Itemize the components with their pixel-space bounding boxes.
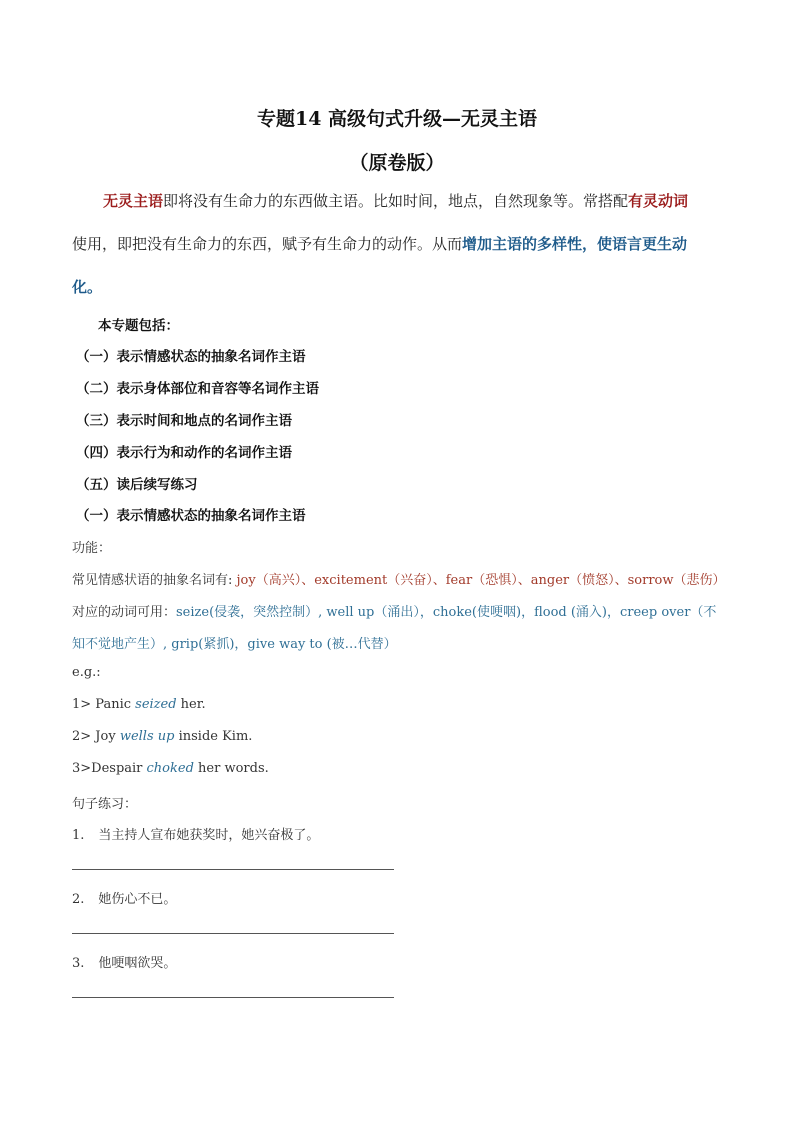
noun-anger: anger（愤怒） — [530, 573, 615, 588]
intro-line-1 — [103, 190, 688, 211]
noun-fear: fear（恐惧） — [445, 573, 518, 588]
eg-label: e.g.: — [72, 665, 101, 680]
verbs-list-1: seize(侵袭，突然控制）, well up（涌出），choke(使哽咽)，flood (涌入)，creep over（不 — [176, 605, 717, 620]
answer-line-3[interactable] — [72, 997, 394, 998]
section-heading: （一）表示情感状态的抽象名词作主语 — [76, 508, 306, 524]
answer-line-1[interactable] — [72, 869, 394, 870]
noun-excitement: excitement（兴奋） — [314, 573, 433, 588]
intro-line1-text: 即将没有生命力的东西做主语。比如时间，地点，自然现象等。常搭配 — [163, 192, 629, 210]
example-3 — [72, 761, 269, 776]
example-text: her words. — [193, 761, 269, 776]
intro-highlight-verb: 有灵动词 — [628, 192, 689, 210]
toc-item: （四）表示行为和动作的名词作主语 — [76, 445, 292, 461]
intro-line-3 — [72, 276, 102, 297]
nouns-prefix: 常见情感状语的抽象名词有: — [72, 573, 237, 588]
practice-number: 3. — [72, 956, 85, 971]
example-verb: wells up — [119, 729, 175, 744]
practice-number: 1. — [72, 828, 85, 843]
intro-highlight-diversity: 增加主语的多样性，使语言更生动 — [462, 235, 688, 253]
verbs-prefix: 对应的动词可用： — [72, 605, 177, 620]
toc-item: （二）表示身体部位和音容等名词作主语 — [76, 381, 319, 397]
example-text: 3>Despair — [72, 761, 147, 776]
intro-highlight-end: 化。 — [72, 278, 103, 296]
practice-item-1 — [72, 824, 319, 843]
page-subtitle: （原卷版） — [349, 152, 445, 174]
practice-text: 她伤心不已。 — [98, 892, 177, 907]
example-verb: seized — [135, 697, 177, 712]
toc-item: （一）表示情感状态的抽象名词作主语 — [76, 349, 306, 365]
verbs-line-1 — [72, 601, 716, 620]
toc-item: （五）读后续写练习 — [76, 477, 198, 493]
intro-line2-text: 使用，即把没有生命力的东西，赋予有生命力的动作。从而 — [72, 235, 463, 253]
function-label: 功能： — [72, 541, 112, 556]
practice-label: 句子练习： — [72, 797, 138, 812]
practice-text: 他哽咽欲哭。 — [98, 956, 177, 971]
example-text: her. — [176, 697, 206, 712]
example-text: 2> Joy — [72, 729, 120, 744]
noun-sorrow: sorrow（悲伤） — [627, 573, 726, 588]
nouns-line: 常见情感状语的抽象名词有: joy（高兴）、excitement（兴奋）、fear（恐惧）、anger（愤怒）、sorrow（悲伤） — [72, 573, 726, 588]
answer-line-2[interactable] — [72, 933, 394, 934]
page-title: 专题14 高级句式升级—无灵主语 — [256, 108, 538, 130]
toc-header: 本专题包括： — [98, 318, 179, 334]
example-text: 1> Panic — [72, 697, 136, 712]
practice-number: 2. — [72, 892, 85, 907]
example-2 — [72, 729, 252, 744]
practice-text: 当主持人宣布她获奖时，她兴奋极了。 — [98, 828, 320, 843]
practice-item-3 — [72, 952, 176, 971]
intro-line-2 — [72, 233, 687, 254]
verbs-line-2: 知不觉地产生）, grip(紧抓)，give way to (被…代替） — [72, 637, 397, 652]
toc-item: （三）表示时间和地点的名词作主语 — [76, 413, 292, 429]
example-verb: choked — [146, 761, 194, 776]
example-text: inside Kim. — [174, 729, 253, 744]
example-1 — [72, 697, 206, 712]
practice-item-2 — [72, 888, 176, 907]
intro-term: 无灵主语 — [103, 192, 164, 210]
noun-joy: joy（高兴） — [236, 573, 302, 588]
